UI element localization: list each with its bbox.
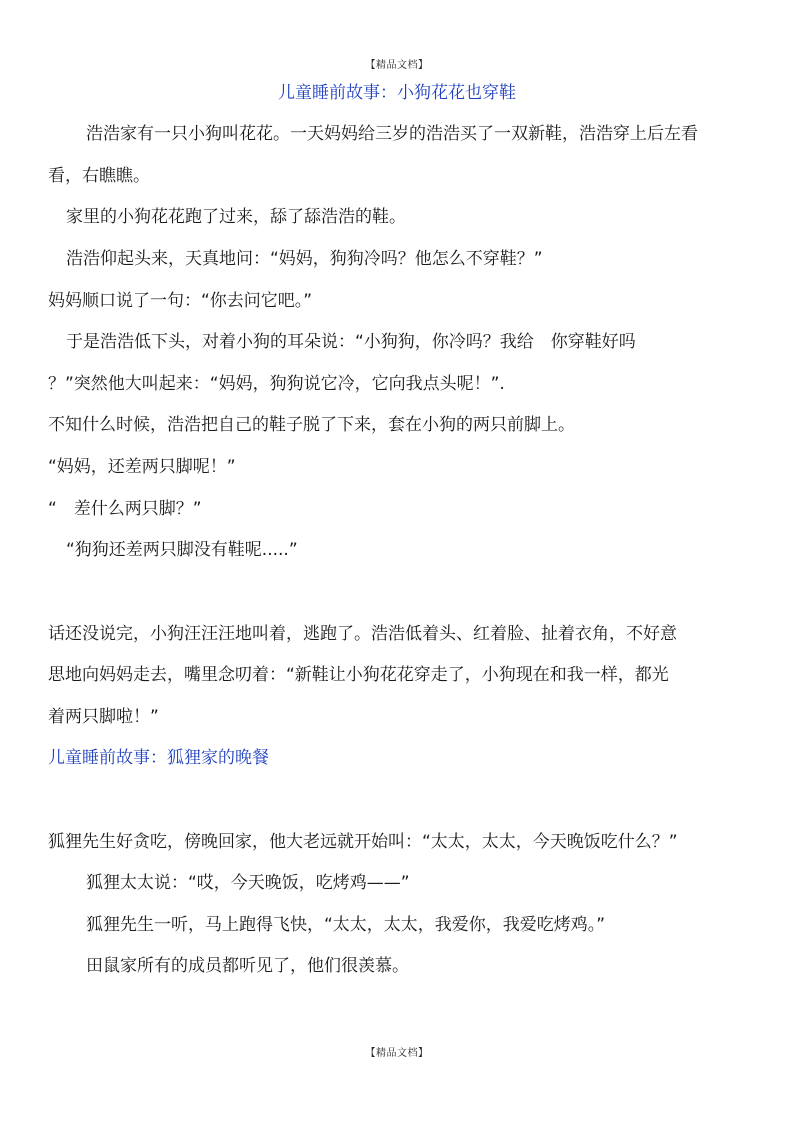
paragraph-line: “ 差什么两只脚？”: [48, 499, 202, 519]
story-title-1: 儿童睡前故事：小狗花花也穿鞋: [278, 83, 516, 103]
paragraph-line: 思地向妈妈走去，嘴里念叨着：“新鞋让小狗花花穿走了，小狗现在和我一样，都光: [48, 665, 669, 685]
paragraph-line: 不知什么时候，浩浩把自己的鞋子脱了下来，套在小狗的两只前脚上。: [48, 415, 575, 435]
page-header: 【精品文档】: [365, 60, 429, 71]
paragraph-line: 田鼠家所有的成员都听见了，他们很羡慕。: [86, 956, 409, 976]
paragraph-line: 话还没说完，小狗汪汪汪地叫着，逃跑了。浩浩低着头、红着脸、扯着衣角，不好意: [48, 624, 677, 644]
paragraph-line: “狗狗还差两只脚没有鞋呢.....”: [66, 540, 298, 560]
paragraph-line: “妈妈，还差两只脚呢！”: [48, 457, 236, 477]
paragraph-line: 着两只脚啦！”: [48, 707, 159, 727]
paragraph-line: 于是浩浩低下头，对着小狗的耳朵说：“小狗狗，你冷吗？我给 你穿鞋好吗: [66, 332, 636, 352]
paragraph-line: 狐狸先生好贪吃，傍晚回家，他大老远就开始叫：“太太，太太，今天晚饭吃什么？”: [48, 832, 678, 852]
paragraph-line: 浩浩家有一只小狗叫花花。一天妈妈给三岁的浩浩买了一双新鞋，浩浩穿上后左看: [86, 124, 698, 144]
page-footer: 【精品文档】: [365, 1048, 429, 1059]
paragraph-line: ？”突然他大叫起来：“妈妈，狗狗说它冷，它向我点头呢！”.: [48, 374, 505, 394]
paragraph-line: 浩浩仰起头来，天真地问：“妈妈，狗狗冷吗？他怎么不穿鞋？”: [66, 249, 543, 269]
paragraph-line: 妈妈顺口说了一句：“你去问它吧。”: [48, 291, 313, 311]
paragraph-line: 看，右瞧瞧。: [48, 166, 150, 186]
paragraph-line: 家里的小狗花花跑了过来，舔了舔浩浩的鞋。: [66, 207, 406, 227]
paragraph-line: 狐狸太太说：“哎，今天晚饭，吃烤鸡——”: [86, 873, 410, 893]
paragraph-line: 狐狸先生一听，马上跑得飞快，“太太，太太，我爱你，我爱吃烤鸡。”: [86, 915, 606, 935]
story-title-2: 儿童睡前故事：狐狸家的晚餐: [48, 748, 269, 768]
